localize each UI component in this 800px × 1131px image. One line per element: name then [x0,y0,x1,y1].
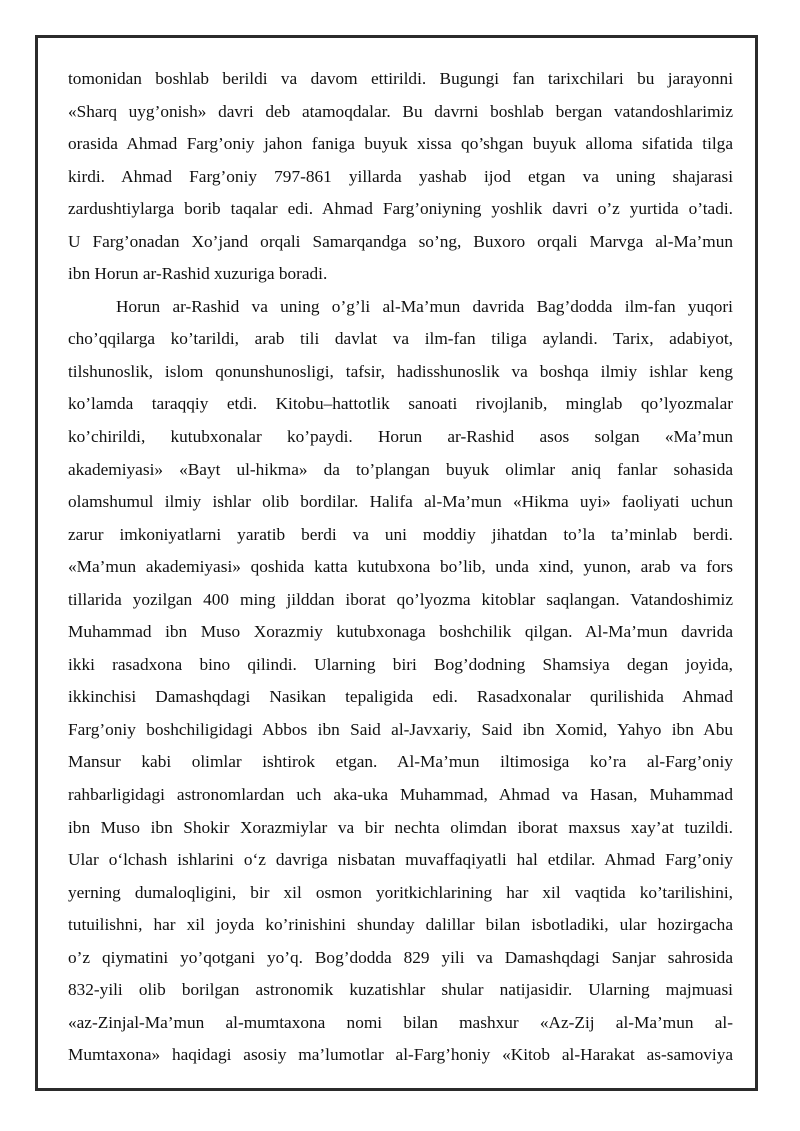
text-line: olamshumul ilmiy ishlar olib bordilar. Halifa al-Ma’mun «Hikma uyi» faoliyati uchun [68,492,733,512]
text-line: cho’qqilarga ko’tarildi, arab tili davlat va ilm-fan tiliga aylandi. Tarix, adabiyot, [68,329,733,349]
text-line: Mansur kabi olimlar ishtirok etgan. Al-Ma’mun iltimosiga ko’ra al-Farg’oniy [68,752,733,772]
text-line: zarur imkoniyatlarni yaratib berdi va uni moddiy jihatdan to’la ta’minlab berdi. [68,524,733,544]
text-line: orasida Ahmad Farg’oniy jahon faniga buyuk xissa qo’shgan buyuk alloma sifatida tilga [68,134,733,154]
text-line: tomonidan boshlab berildi va davom ettirildi. Bugungi fan tarixchilari bu jarayonni [68,69,733,88]
text-line: tillarida yozilgan 400 ming jilddan iborat qo’lyozma kitoblar saqlangan. Vatandoshimiz [68,589,733,609]
text-line: «az-Zinjal-Ma’mun al-mumtaxona nomi bilan mashxur «Az-Zij al-Ma’mun al- [68,1012,733,1032]
paragraph-first-line: Horun ar-Rashid va uning o’g’li al-Ma’mun davrida Bag’dodda ilm-fan yuqori [116,296,733,316]
text-line: ikkinchisi Damashqdagi Nasikan tepaligida edi. Rasadxonalar qurilishida Ahmad [68,687,733,707]
text-line: tutuilishni, har xil joyda ko’rinishini shunday dalillar bilan isbotladiki, ular hozirgacha [68,915,733,935]
text-line: «Sharq uyg’onish» davri deb atamoqdalar. Bu davrni boshlab bergan vatandoshlarimiz [68,101,733,121]
text-line: tilshunoslik, islom qonunshunosligi, tafsir, hadisshunoslik va boshqa ilmiy ishlar keng [68,361,733,381]
text-line: U Farg’onadan Xo’jand orqali Samarqandga so’ng, Buxoro orqali Marvga al-Ma’mun [68,231,733,251]
text-line: yerning dumaloqligini, bir xil osmon yoritkichlarining har xil vaqtida ko’tarilishini, [68,882,733,902]
text-line: 832-yili olib borilgan astronomik kuzatishlar shular natijasidir. Ularning majmuasi [68,980,733,1000]
text-line: o’z qiymatini yo’qotgani yo’q. Bog’dodda 829 yili va Damashqdagi Sanjar sahrosida [68,947,733,967]
text-line: kirdi. Ahmad Farg’oniy 797-861 yillarda yashab ijod etgan va uning shajarasi [68,166,733,186]
text-line: ibn Muso ibn Shokir Xorazmiylar va bir nechta olimdan iborat maxsus xay’at tuzildi. [68,817,733,837]
text-line: Muhammad ibn Muso Xorazmiy kutubxonaga boshchilik qilgan. Al-Ma’mun davrida [68,622,733,642]
text-line: ikki rasadxona bino qilindi. Ularning biri Bog’dodning Shamsiya degan joyida, [68,654,733,674]
text-line: akademiyasi» «Bayt ul-hikma» da to’plangan buyuk olimlar aniq fanlar sohasida [68,459,733,479]
text-line: ko’chirildi, kutubxonalar ko’paydi. Horun ar-Rashid asos solgan «Ma’mun [68,427,733,447]
text-line: «Ma’mun akademiyasi» qoshida katta kutubxona bo’lib, unda xind, yunon, arab va fors [68,557,733,577]
page-border [35,35,758,1091]
text-line: Ular o‘lchash ishlarini o‘z davriga nisbatan muvaffaqiyatli hal etdilar. Ahmad Farg’oniy [68,850,733,870]
text-line: zardushtiylarga borib taqalar edi. Ahmad Farg’oniyning yoshlik davri o’z yurtida o’tadi. [68,199,733,219]
text-line: ko’lamda taraqqiy etdi. Kitobu–hattotlik sanoati rivojlanib, minglab qo’lyozmalar [68,394,733,414]
text-line: Farg’oniy boshchiligidagi Abbos ibn Said al-Javxariy, Said ibn Xomid, Yahyo ibn Abu [68,719,733,739]
paragraph-end-line: ibn Horun ar-Rashid xuzuriga boradi. [68,264,328,284]
text-line: rahbarligidagi astronomlardan uch aka-uka Muhammad, Ahmad va Hasan, Muhammad [68,785,733,805]
text-line: Mumtaxona» haqidagi asosiy ma’lumotlar al-Farg’honiy «Kitob al-Harakat as-samoviya [68,1045,733,1065]
document-body [68,63,733,1072]
